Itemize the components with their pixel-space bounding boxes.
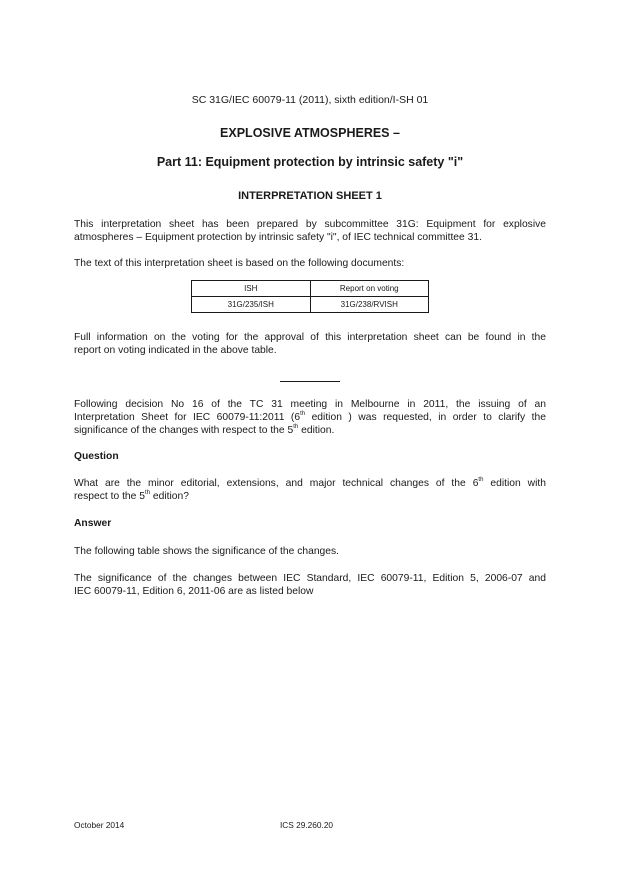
table-cell-ish: 31G/235/ISH <box>192 297 311 313</box>
document-reference: SC 31G/IEC 60079-11 (2011), sixth edition/I-SH 01 <box>191 94 429 106</box>
section-separator <box>280 381 340 382</box>
answer-heading: Answer <box>74 518 112 529</box>
table-header-ish: ISH <box>192 281 311 297</box>
question-line-2: respect to the 5th edition? <box>74 489 189 502</box>
interpretation-sheet-title: INTERPRETATION SHEET 1 <box>238 190 382 202</box>
table-cell-rvish: 31G/238/RVISH <box>310 297 429 313</box>
document-title: EXPLOSIVE ATMOSPHERES – <box>220 126 400 140</box>
prepared-by-line-1: This interpretation sheet has been prepared by subcommittee 31G: Equipment for explosive <box>74 219 546 230</box>
question-line-1: What are the minor editorial, extensions, and major technical changes of the 6th edition with <box>74 477 546 489</box>
document-part-title: Part 11: Equipment protection by intrinsic safety "i" <box>156 155 464 169</box>
voting-info-line-1: Full information on the voting for the approval of this interpretation sheet can be found in the <box>74 332 546 343</box>
voting-info-line-2: report on voting indicated in the above table. <box>74 344 277 356</box>
footer-date: October 2014 <box>74 820 125 830</box>
footer-ics: ICS 29.260.20 <box>280 820 334 830</box>
table-row <box>192 297 429 313</box>
background-line-2: Interpretation Sheet for IEC 60079-11:2011 (6th edition ) was requested, in order to clarify the <box>74 410 546 423</box>
prepared-by-line-2: atmospheres – Equipment protection by intrinsic safety "i", of IEC technical committee 31. <box>74 231 482 243</box>
background-line-3: significance of the changes with respect to the 5th edition. <box>74 423 335 436</box>
question-paragraph <box>74 478 546 504</box>
answer-paragraph <box>74 573 546 599</box>
table-header-row <box>192 281 429 297</box>
background-paragraph <box>74 399 546 437</box>
documents-table <box>191 280 429 313</box>
prepared-by-paragraph <box>74 219 546 245</box>
voting-info-paragraph <box>74 332 546 358</box>
based-on-paragraph: The text of this interpretation sheet is based on the following documents: <box>74 258 405 269</box>
question-heading: Question <box>74 451 119 462</box>
answer-line-1: The significance of the changes between IEC Standard, IEC 60079-11, Edition 5, 2006-07 and <box>74 573 546 584</box>
table-header-report-on-voting: Report on voting <box>310 281 429 297</box>
background-line-1: Following decision No 16 of the TC 31 meeting in Melbourne in 2011, the issuing of an <box>74 399 546 410</box>
answer-intro: The following table shows the significance of the changes. <box>74 546 340 557</box>
answer-line-2: IEC 60079-11, Edition 6, 2011-06 are as listed below <box>74 585 314 597</box>
